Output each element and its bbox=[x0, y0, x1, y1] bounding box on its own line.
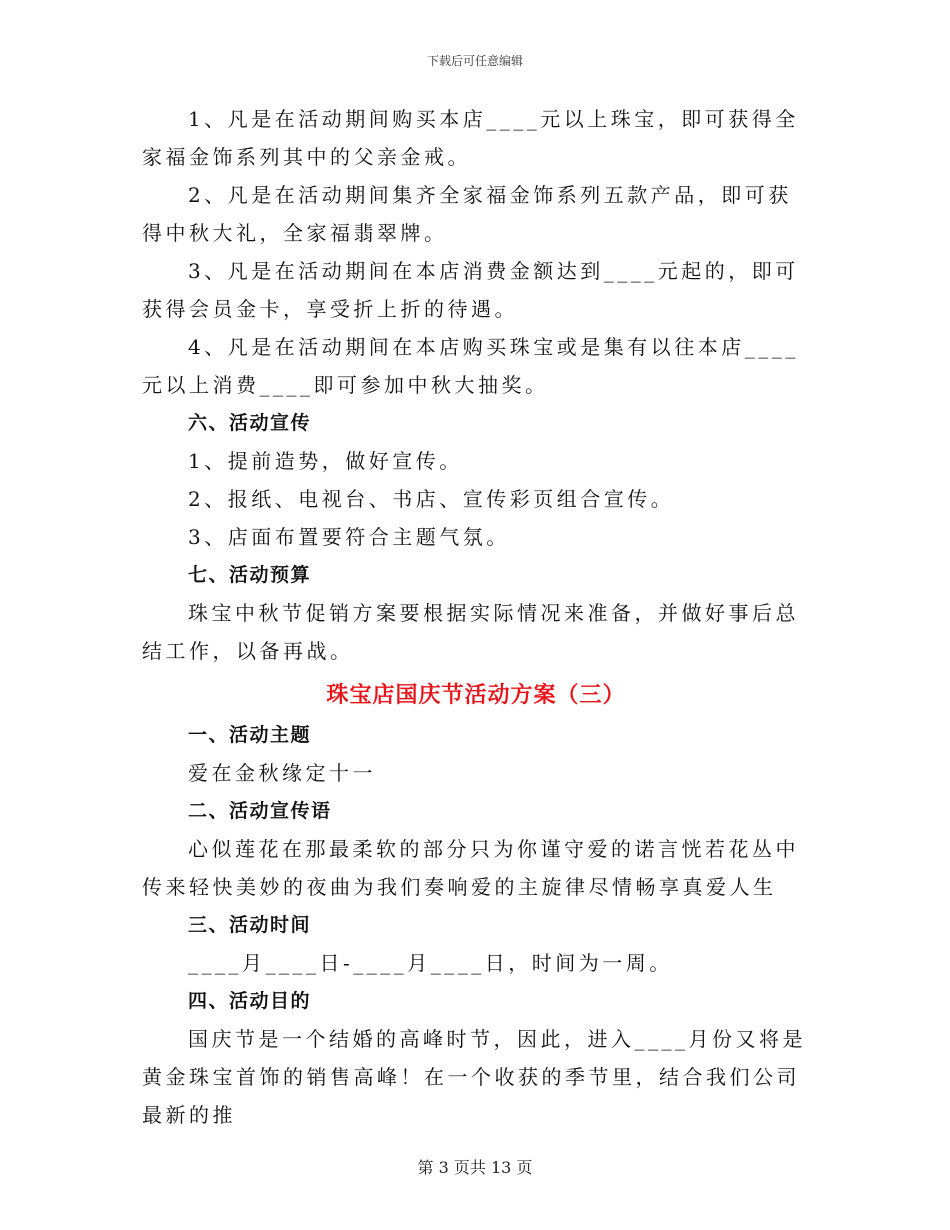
paragraph: 1、凡是在活动期间购买本店____元以上珠宝，即可获得全家福金饰系列其中的父亲金戒。 bbox=[142, 107, 799, 169]
document-title: 珠宝店国庆节活动方案（三） bbox=[326, 683, 626, 708]
header-note: 下载后可任意编辑 bbox=[426, 54, 523, 68]
paragraph: 2、凡是在活动期间集齐全家福金饰系列五款产品，即可获得中秋大礼，全家福翡翠牌。 bbox=[142, 183, 792, 245]
paragraph: 心似莲花在那最柔软的部分只为你谨守爱的诺言恍若花丛中传来轻快美妙的夜曲为我们奏响爱的主旋律尽情畅享真爱人生 bbox=[142, 837, 799, 899]
paragraph: 3、店面布置要符合主题气氛。 bbox=[188, 525, 510, 549]
section-heading: 六、活动宣传 bbox=[188, 412, 312, 434]
paragraph: 国庆节是一个结婚的高峰时节，因此，进入____月份又将是黄金珠宝首饰的销售高峰！在一个收获的季节里，结合我们公司最新的推 bbox=[142, 1027, 806, 1127]
section-heading: 三、活动时间 bbox=[188, 914, 312, 936]
section-heading: 二、活动宣传语 bbox=[188, 800, 332, 822]
paragraph: 珠宝中秋节促销方案要根据实际情况来准备，并做好事后总结工作，以备再战。 bbox=[142, 601, 799, 663]
document-body bbox=[142, 100, 810, 1134]
paragraph: ____月____日-____月____日，时间为一周。 bbox=[188, 951, 673, 975]
section-heading: 一、活动主题 bbox=[188, 724, 312, 746]
paragraph: 4、凡是在活动期间在本店购买珠宝或是集有以往本店____元以上消费____即可参加中秋大抽奖。 bbox=[142, 335, 799, 397]
page-footer: 第 3 页共 13 页 bbox=[417, 1158, 533, 1177]
paragraph: 1、提前造势，做好宣传。 bbox=[188, 449, 463, 473]
paragraph: 2、报纸、电视台、书店、宣传彩页组合宣传。 bbox=[188, 487, 675, 511]
paragraph: 爱在金秋缘定十一 bbox=[188, 761, 376, 785]
paragraph: 3、凡是在活动期间在本店消费金额达到____元起的，即可获得会员金卡，享受折上折的待遇。 bbox=[142, 259, 799, 321]
section-heading: 七、活动预算 bbox=[188, 564, 312, 586]
section-heading: 四、活动目的 bbox=[188, 990, 312, 1012]
